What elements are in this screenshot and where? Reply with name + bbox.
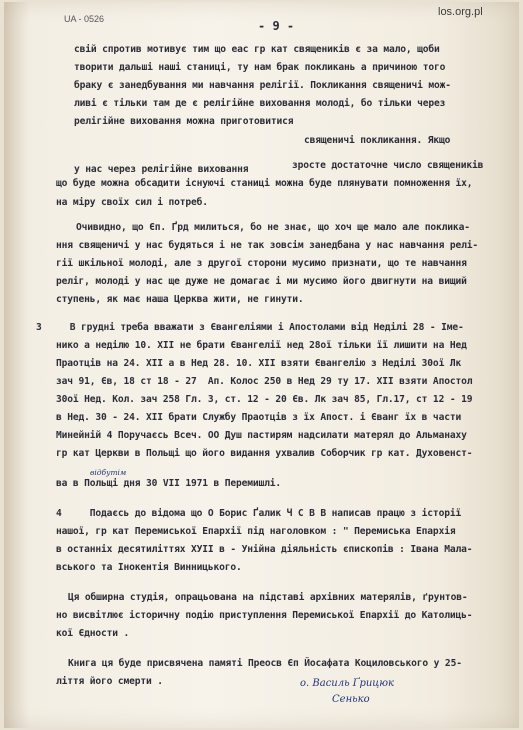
text-line: гр кат Церкви в Польщі що його видання ухвалив Соборчик гр кат. Духовенст-	[56, 448, 473, 459]
text-line: нашої, гр кат Перемиської Епархії під наголовком : " Перемиська Епархія	[56, 526, 456, 537]
text-line: зросте достаточне число священиків	[292, 160, 484, 171]
text-line: 4 Подаєсь до відома що О Борис Ґалик Ч С В В написав працю з історії	[56, 508, 462, 519]
text-line: релігійне виховання можна приготовитися	[74, 116, 294, 127]
text-line: ння священичі у нас будяться і не так зовсім занедбана у нас навчання релі-	[56, 240, 478, 251]
text-line: що буде можна обсадити існуючі станиці можна буде плянувати помноження їх,	[56, 178, 473, 189]
handwritten-insertion: відбутім	[90, 468, 127, 477]
handwritten-signature: о. Василь Ґрицюк	[300, 678, 395, 689]
page-number: - 9 -	[258, 19, 295, 33]
text-line: 3 В грудні треба вважати з Євангеліями і Апостолами від Неділі 28 - Іме-	[36, 322, 464, 333]
typed-letter-page	[4, 2, 519, 728]
text-line: на міру своїх сил і потреб.	[56, 197, 208, 208]
text-line: нико а неділю 10. ХІІ не брати Євангелії нед 28ої тільки її лишити на Нед	[56, 340, 467, 351]
text-line: священичі покликання. Якщо	[304, 135, 451, 146]
text-line: Ця обширна студія, опрацьована на підставі архівних матерялів, ґрунтов-	[68, 592, 468, 603]
text-line: свій спротив мотивує тим що еас гр кат священиків є за мало, щоби	[74, 44, 440, 55]
handwritten-signature-second-line: Сенько	[332, 694, 370, 705]
text-line: вського та Інокентія Винницького.	[56, 562, 242, 573]
archive-code: UA - 0526	[64, 14, 105, 24]
text-line: ва в Польщі дня 30 VII 1971 в Перемишлі.	[56, 478, 282, 489]
text-line: ступень, як має наша Церква жити, не гинути.	[56, 294, 304, 305]
text-line: ливі є тільки там де є релігійне виховання молоді, бо тільки через	[74, 98, 446, 109]
text-line: браку є занедбування ми навчання релігії. Покликання священичі мож-	[74, 80, 451, 91]
text-line: Минейній 4 Поручаєсь Всеч. ОО Душ пастирям надсилати матерял до Альманаху	[56, 430, 467, 441]
text-line: ліття його смерти .	[56, 676, 163, 687]
text-line: кої Єдности .	[56, 628, 130, 639]
site-watermark: los.org.pl	[438, 6, 483, 18]
text-line: Очивидно, що Єп. Ґрд милиться, бо не знає, що хоч ще мало але поклика-	[76, 222, 470, 233]
text-line: в останніх десятиліттях ХУІІ в - Унійна діяльність єпископів : Івана Мала-	[56, 544, 473, 555]
text-line: зач 91, Єв, 18 ст 18 - 27 Ап. Колос 250 в Нед 29 ту 17. ХІІ взяти Апостол	[56, 376, 473, 387]
text-line: Праотців на 24. ХІІ а в Нед 28. 10. ХІІ взяти Євангелію з Неділі 30ої Лк	[56, 358, 462, 369]
text-line: в Нед. 30 - 24. ХІІ брати Службу Праотців з їх Апост. і Єванг їх в части	[56, 412, 462, 423]
text-line: реліг, молоді у нас ще дуже не домагає і ми мусимо його двигнути на вищий	[56, 276, 467, 287]
text-line: 30ої Нед. Кол. зач 258 Гл. 3, ст. 12 - 20 Єв. Лк зач 85, Гл.17, ст 12 - 19	[56, 394, 473, 405]
text-line: у нас через релігійне виховання	[74, 164, 249, 175]
text-line: Книга ця буде присвячена памяті Преосв Єп Йосафата Коциловського у 25-	[68, 658, 462, 669]
text-line: гії шкільної молоді, але з другої сторони мусимо признати, що те навчання	[56, 258, 467, 269]
text-line: творити дальші наші станиці, ту нам брак покликань а причиною того	[74, 62, 446, 73]
text-line: но висвітлює історичну подію приступлення Перемиської Епархії до Католиць-	[56, 610, 473, 621]
